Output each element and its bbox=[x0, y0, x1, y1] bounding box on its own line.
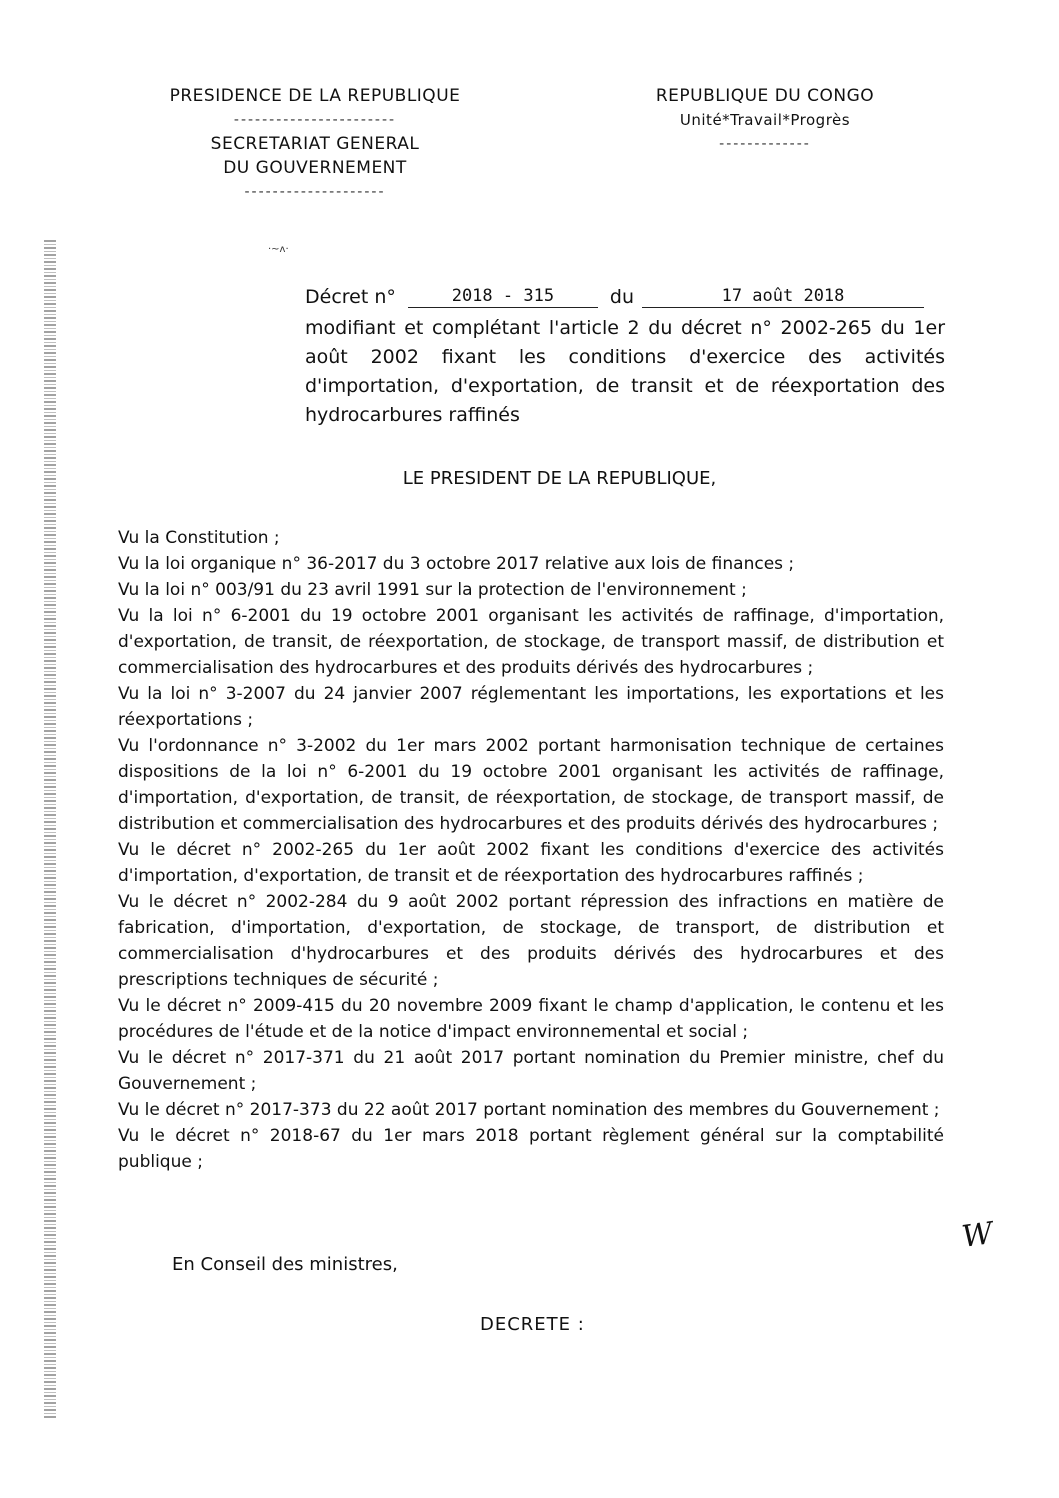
decree-date: 17 août 2018 bbox=[642, 286, 924, 308]
header-left-divider-1: ----------------------- bbox=[233, 112, 397, 128]
visa-item: Vu la loi n° 6-2001 du 19 octobre 2001 organisant les activités de raffinage, d'importation, d'exportation, de transit, de réexportation, de stockage, de transport massif, de distribution et commercialisation des hydrocarbures et des produits dérivés des hydrocarbures ; bbox=[118, 606, 944, 678]
presidence-label: PRESIDENCE DE LA REPUBLIQUE bbox=[169, 86, 461, 106]
scan-edge-artifact bbox=[44, 240, 56, 1420]
visas-list bbox=[118, 525, 944, 1175]
decree-title: modifiant et complétant l'article 2 du décret n° 2002-265 du 1er août 2002 fixant les conditions d'exercice des activités d'importation, d'exportation, de transit et de réexportation des hydrocarbures raffinés bbox=[305, 317, 945, 426]
visa-item: Vu le décret n° 2009-415 du 20 novembre 2009 fixant le champ d'application, le contenu et les procédures de l'étude et de la notice d'impact environnemental et social ; bbox=[118, 996, 944, 1042]
republique-label: REPUBLIQUE DU CONGO bbox=[655, 86, 875, 106]
visa-item: Vu le décret n° 2018-67 du 1er mars 2018 portant règlement général sur la comptabilité publique ; bbox=[118, 1126, 944, 1172]
gouvernement-label: DU GOUVERNEMENT bbox=[223, 158, 407, 178]
handwritten-initials: W bbox=[959, 1216, 996, 1255]
motto: Unité*Travail*Progrès bbox=[679, 111, 851, 129]
header-left-divider-2: -------------------- bbox=[244, 184, 386, 200]
decree-du-label: du bbox=[609, 286, 634, 308]
visa-item: Vu le décret n° 2002-265 du 1er août 2002 fixant les conditions d'exercice des activités d'importation, d'exportation, de transit et de réexportation des hydrocarbures raffinés ; bbox=[118, 840, 944, 886]
visa-item: Vu la loi n° 003/91 du 23 avril 1991 sur la protection de l'environnement ; bbox=[118, 580, 747, 600]
decree-title-block bbox=[305, 278, 945, 430]
visa-item: Vu le décret n° 2017-371 du 21 août 2017 portant nomination du Premier ministre, chef du Gouvernement ; bbox=[118, 1048, 944, 1094]
visa-item: Vu le décret n° 2017-373 du 22 août 2017 portant nomination des membres du Gouvernement ; bbox=[118, 1100, 940, 1120]
header-right-divider: ------------- bbox=[719, 136, 811, 152]
stray-scan-mark: ·~ʌ· bbox=[268, 244, 289, 255]
visa-item: Vu la Constitution ; bbox=[118, 528, 280, 548]
president-heading: LE PRESIDENT DE LA REPUBLIQUE, bbox=[402, 468, 717, 489]
decree-number: 2018 - 315 bbox=[408, 286, 598, 308]
decrete-heading: DECRETE : bbox=[480, 1314, 585, 1335]
secretariat-label: SECRETARIAT GENERAL bbox=[210, 134, 420, 154]
conseil-des-ministres: En Conseil des ministres, bbox=[172, 1254, 398, 1275]
visa-item: Vu la loi n° 3-2007 du 24 janvier 2007 réglementant les importations, les exportations et les réexportations ; bbox=[118, 684, 944, 730]
visa-item: Vu le décret n° 2002-284 du 9 août 2002 portant répression des infractions en matière de fabrication, d'importation, d'exportation, de stockage, de transport, de distribution et commercialisation d'hydrocarbures et des produits dérivés des hydrocarbures et des prescriptions techniques de sécurité ; bbox=[118, 892, 944, 990]
header-right bbox=[630, 84, 900, 156]
visa-item: Vu la loi organique n° 36-2017 du 3 octobre 2017 relative aux lois de finances ; bbox=[118, 554, 795, 574]
visa-item: Vu l'ordonnance n° 3-2002 du 1er mars 2002 portant harmonisation technique de certaines dispositions de la loi n° 6-2001 du 19 octobre 2001 organisant les activités de raffinage, d'importation, d'exportation, de transit, de réexportation, de stockage, de transport massif, de distribution et commercialisation des hydrocarbures et des produits dérivés des hydrocarbures ; bbox=[118, 736, 944, 834]
decree-number-line bbox=[305, 278, 945, 308]
decree-label: Décret n° bbox=[305, 286, 396, 308]
header-left bbox=[150, 84, 480, 204]
